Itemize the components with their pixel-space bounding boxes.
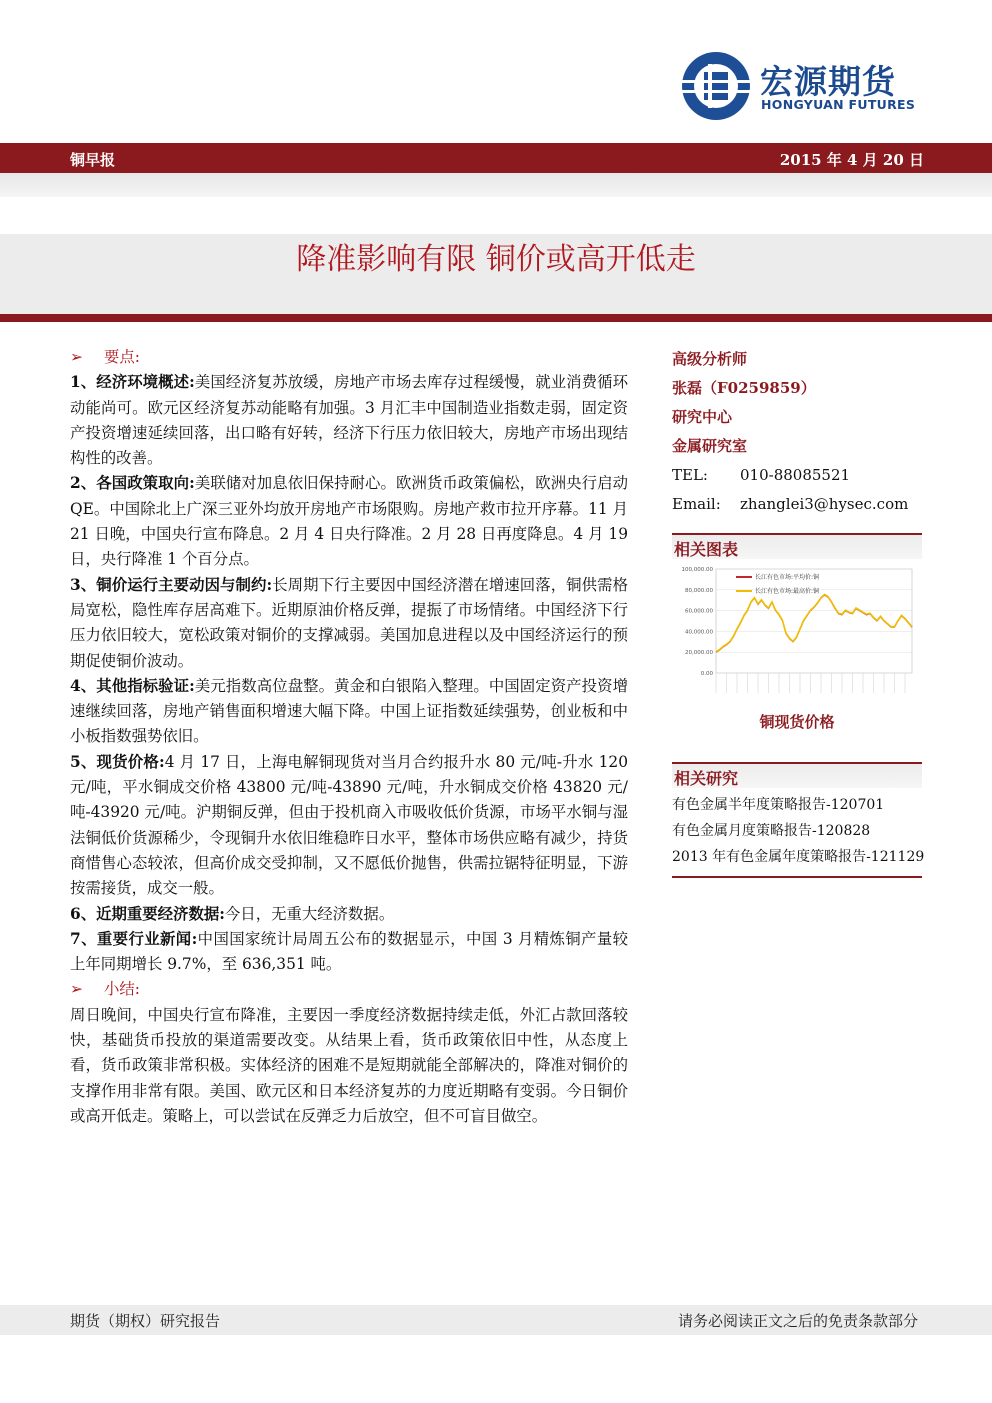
summary-text: 周日晚间，中国央行宣布降准，主要因一季度经济数据持续走低，外汇占款回落较快，基础货币投放的渠道需要改变。从结果上看，货币政策依旧中性，从态度上看，货币政策非常积极。实体经济的困难不是短期就能全部解决的，降准对铜价的支撑作用非常有限。美国、欧元区和日本经济复苏的力度近期略有变弱。今日铜价或高开低走。策略上，可以尝试在反弹乏力后放空，但不可盲目做空。 [70,1005,628,1125]
section-end-line [672,876,922,878]
related-charts-heading: 相关图表 [672,533,922,559]
related-research-item[interactable]: 2013 年有色金属年度策略报告-121129 [672,849,925,865]
key-point-3: 3、铜价运行主要动因与制约:长周期下行主要因中国经济潜在增速回落，铜供需格局宽松，隐性库存居高难下。近期原油价格反弹，提振了市场情绪。中国经济下行压力依旧较大，宽松政策对铜价的支撑减弱。美国加息进程以及中国经济运行的预期促使铜价波动。 [70,575,628,670]
side-column [672,345,925,878]
footer-left: 期货（期权）研究报告 [70,1312,221,1330]
main-content [70,345,628,1129]
dept-research-center: 研究中心 [672,408,733,426]
company-logo [680,50,930,122]
key-point-1: 1、经济环境概述:美国经济复苏放缓，房地产市场去库存过程缓慢，就业消费循环动能尚可。欧元区经济复苏动能略有加强。3 月汇丰中国制造业指数走弱，固定资产投资增速延续回落，出口略有好转，经济下行压力依旧较大，房地产市场出现结构性的改善。 [70,373,628,468]
analyst-title: 高级分析师 [672,350,748,368]
chart-svg [672,563,922,703]
header-band [0,143,992,173]
chart-legend-label: 长江有色市场:平均价:铜 [755,574,820,581]
summary-heading: ➢ 小结: [70,977,628,1002]
report-date: 2015 年 4 月 20 日 [779,151,924,169]
report-title: 降准影响有限 铜价或高开低走 [296,242,696,277]
chart-y-tick-label: 0.00 [700,671,713,677]
footer-disclaimer: 请务必阅读正文之后的免责条款部分 [677,1312,918,1330]
key-point-6: 6、近期重要经济数据:今日，无重大经济数据。 [70,904,395,923]
logo-name-cn: 宏源期货 [760,62,896,101]
chart-y-tick-label: 100,000.00 [681,567,713,573]
related-research-item[interactable]: 有色金属月度策略报告-120828 [672,823,871,839]
key-point-2: 2、各国政策取向:美联储对加息依旧保持耐心。欧洲货币政策偏松，欧洲央行启动 QE。中国除北上广深三亚外均放开房地产市场限购。房地产救市拉开序幕。11 月 21 日晚，中国央行宣布降息。2 月 4 日央行降准。2 月 28 日再度降息。4 月 19 日，央行降准 1 个百分点。 [70,474,628,569]
dept-metals: 金属研究室 [672,437,748,455]
chart-y-tick-label: 60,000.00 [685,608,713,615]
related-research-heading: 相关研究 [672,762,922,788]
contact-email: Email: zhanglei3@hysec.com [672,495,909,513]
chart-y-tick-label: 80,000.00 [685,587,713,594]
key-points-heading: ➢ 要点: [70,345,628,370]
chart-y-tick-label: 20,000.00 [685,650,713,657]
arrow-bullet-icon: ➢ [70,348,83,366]
analyst-name: 张磊（F0259859） [672,379,816,397]
chart-frame [716,569,912,673]
key-point-5: 5、现货价格:4 月 17 日，上海电解铜现货对当月合约报升水 80 元/吨-升水 120 元/吨，平水铜成交价格 43800 元/吨-43890 元/吨，升水铜成交价格 43820 元/吨-43920 元/吨。沪期铜反弹，但由于投机商入市吸收低价货源，市场平水铜与湿法铜低价货源稀少，令现铜升水依旧维稳昨日水平，整体市场供应略有减少，持货商惜售心态较浓，但高价成交受抑制，又不愿低价抛售，供需拉锯特征明显，下游按需接货，成交一般。 [70,752,629,898]
logo-name-en: HONGYUAN FUTURES [761,97,916,112]
key-point-4: 4、其他指标验证:美元指数高位盘整。黄金和白银陷入整理。中国固定资产投资增速继续回落，房地产销售面积增速大幅下降。中国上证指数延续强势，创业板和中小板指数强势依旧。 [70,676,628,746]
contact-tel: TEL: 010-88085521 [672,466,851,484]
related-research-item[interactable]: 有色金属半年度策略报告-120701 [672,797,885,813]
chart-legend-label: 长江有色市场:最高价:铜 [755,588,820,595]
title-underline [0,314,992,322]
hongyuan-logo-icon [680,50,752,122]
chart-caption: 铜现货价格 [759,713,835,731]
chart-series-line [716,595,912,652]
footer [0,1305,992,1335]
chart-y-tick-label: 40,000.00 [685,629,713,636]
arrow-bullet-icon: ➢ [70,980,83,999]
related-research-list [672,792,925,870]
key-point-7: 7、重要行业新闻:中国国家统计局周五公布的数据显示，中国 3 月精炼铜产量较上年同期增长 9.7%，至 636,351 吨。 [70,929,629,974]
header-band-shadow [0,173,992,197]
copper-price-chart [672,563,922,703]
chart-series-line [716,595,912,652]
report-type: 铜早报 [70,151,116,169]
